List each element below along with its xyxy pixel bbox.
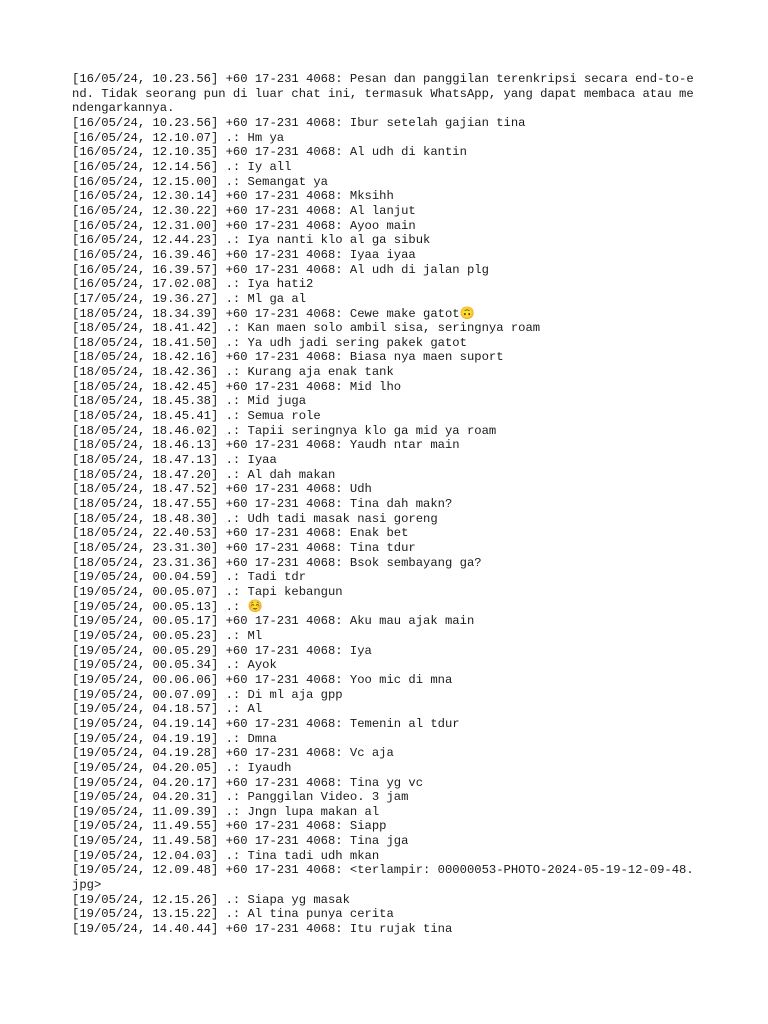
chat-message: [16/05/24, 12.15.00] .: Semangat ya (72, 174, 328, 189)
chat-message: [18/05/24, 22.40.53] +60 17-231 4068: Enak bet (72, 526, 409, 541)
chat-message: [18/05/24, 18.47.13] .: Iyaa (72, 453, 277, 468)
chat-message: [16/05/24, 12.44.23] .: Iya nanti klo al ga sibuk (72, 233, 431, 248)
chat-message: [16/05/24, 12.10.35] +60 17-231 4068: Al udh di kantin (72, 145, 467, 160)
chat-message: [19/05/24, 12.15.26] .: Siapa yg masak (72, 892, 350, 907)
chat-message: [19/05/24, 00.05.23] .: Ml (72, 628, 263, 643)
chat-message: [16/05/24, 12.30.14] +60 17-231 4068: Mksihh (72, 189, 394, 204)
chat-message: [19/05/24, 00.05.13] .: ☺️ (72, 599, 263, 614)
chat-message: [16/05/24, 12.30.22] +60 17-231 4068: Al lanjut (72, 203, 416, 218)
chat-message: [16/05/24, 17.02.08] .: Iya hati2 (72, 277, 314, 292)
chat-message: [19/05/24, 11.49.58] +60 17-231 4068: Tina jga (72, 834, 409, 849)
chat-message: [19/05/24, 11.49.55] +60 17-231 4068: Siapp (72, 819, 387, 834)
chat-message: [19/05/24, 00.07.09] .: Di ml aja gpp (72, 687, 343, 702)
chat-message: [18/05/24, 18.47.55] +60 17-231 4068: Tina dah makn? (72, 497, 453, 512)
chat-message: [18/05/24, 18.41.42] .: Kan maen solo ambil sisa, seringnya roam (72, 321, 541, 336)
chat-message: [18/05/24, 18.46.13] +60 17-231 4068: Yaudh ntar main (72, 438, 460, 453)
chat-message: [19/05/24, 04.20.05] .: Iyaudh (72, 760, 292, 775)
chat-message: [19/05/24, 04.20.17] +60 17-231 4068: Tina yg vc (72, 775, 424, 790)
chat-message: [19/05/24, 04.20.31] .: Panggilan Video. 3 jam (72, 790, 409, 805)
chat-message: [19/05/24, 12.09.48] +60 17-231 4068: <terlampir: 00000053-PHOTO-2024-05-19-12-09-48.jpg> (72, 863, 694, 893)
chat-message: [19/05/24, 04.19.19] .: Dmna (72, 731, 277, 746)
chat-message: [18/05/24, 18.46.02] .: Tapii seringnya klo ga mid ya roam (72, 423, 497, 438)
chat-message: [16/05/24, 12.10.07] .: Hm ya (72, 130, 285, 145)
chat-message: [18/05/24, 18.34.39] +60 17-231 4068: Cewe make gatot🙃 (72, 306, 475, 321)
document-page (72, 72, 696, 937)
chat-message: [19/05/24, 13.15.22] .: Al tina punya cerita (72, 907, 394, 922)
chat-message: [19/05/24, 00.06.06] +60 17-231 4068: Yoo mic di mna (72, 672, 453, 687)
chat-message: [18/05/24, 18.47.52] +60 17-231 4068: Udh (72, 482, 372, 497)
chat-message: [18/05/24, 18.42.36] .: Kurang aja enak tank (72, 365, 394, 380)
chat-message: [18/05/24, 18.41.50] .: Ya udh jadi sering pakek gatot (72, 335, 467, 350)
chat-message: [16/05/24, 16.39.46] +60 17-231 4068: Iyaa iyaa (72, 247, 416, 262)
chat-log (72, 72, 696, 937)
chat-message: [16/05/24, 10.23.56] +60 17-231 4068: Ibur setelah gajian tina (72, 115, 526, 130)
chat-message: [19/05/24, 00.05.17] +60 17-231 4068: Aku mau ajak main (72, 614, 475, 629)
chat-message: [19/05/24, 00.05.29] +60 17-231 4068: Iya (72, 643, 372, 658)
chat-message: [19/05/24, 04.19.14] +60 17-231 4068: Temenin al tdur (72, 716, 460, 731)
chat-message: [16/05/24, 12.14.56] .: Iy all (72, 159, 292, 174)
chat-message: [19/05/24, 04.18.57] .: Al (72, 702, 263, 717)
chat-message: [18/05/24, 18.45.41] .: Semua role (72, 409, 321, 424)
chat-message: [16/05/24, 12.31.00] +60 17-231 4068: Ayoo main (72, 218, 416, 233)
chat-message: [19/05/24, 14.40.44] +60 17-231 4068: Itu rujak tina (72, 922, 453, 937)
chat-message: [19/05/24, 11.09.39] .: Jngn lupa makan al (72, 804, 380, 819)
chat-message: [18/05/24, 18.47.20] .: Al dah makan (72, 467, 336, 482)
chat-message: [18/05/24, 18.45.38] .: Mid juga (72, 394, 307, 409)
chat-message: [18/05/24, 18.48.30] .: Udh tadi masak nasi goreng (72, 511, 438, 526)
chat-message: [18/05/24, 18.42.16] +60 17-231 4068: Biasa nya maen suport (72, 350, 504, 365)
chat-message: [19/05/24, 00.05.07] .: Tapi kebangun (72, 584, 343, 599)
chat-message: [18/05/24, 23.31.36] +60 17-231 4068: Bsok sembayang ga? (72, 555, 482, 570)
chat-message: [19/05/24, 00.05.34] .: Ayok (72, 658, 277, 673)
chat-message: [19/05/24, 04.19.28] +60 17-231 4068: Vc aja (72, 746, 394, 761)
chat-message: [19/05/24, 00.04.59] .: Tadi tdr (72, 570, 307, 585)
chat-message: [16/05/24, 10.23.56] +60 17-231 4068: Pesan dan panggilan terenkripsi secara end-to-end. Tidak seorang pun di luar chat ini, termasuk WhatsApp, yang dapat membaca atau mendengarkannya. (72, 72, 694, 116)
chat-message: [18/05/24, 18.42.45] +60 17-231 4068: Mid lho (72, 379, 402, 394)
chat-message: [16/05/24, 16.39.57] +60 17-231 4068: Al udh di jalan plg (72, 262, 489, 277)
chat-message: [18/05/24, 23.31.30] +60 17-231 4068: Tina tdur (72, 541, 416, 555)
chat-message: [19/05/24, 12.04.03] .: Tina tadi udh mkan (72, 848, 380, 863)
chat-message: [17/05/24, 19.36.27] .: Ml ga al (72, 291, 307, 306)
